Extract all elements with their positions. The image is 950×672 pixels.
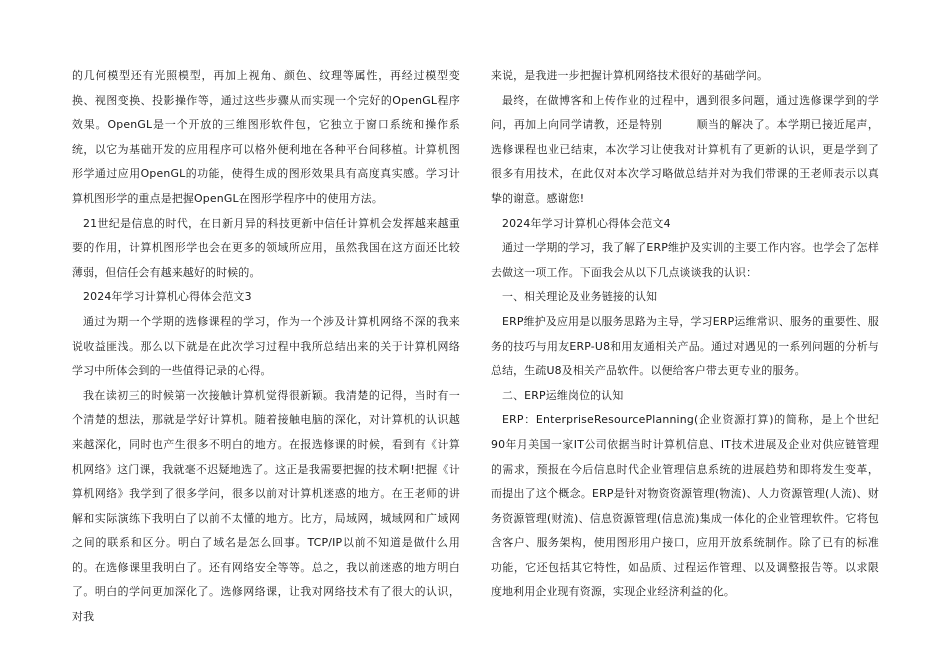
subheading-erp-role: 二、ERP运维岗位的认知 xyxy=(502,388,624,402)
paragraph-essay-3-intro: 通过为期一个学期的选修课程的学习，作为一个涉及计算机网络不深的我来说收益匪浅。那么以下就是在此次学习过程中我所总结出来的关于计算机网络学习中所体会到的一些值得记录的心得。 xyxy=(72,314,460,378)
paragraph-essay-3-body: 我在读初三的时候第一次接触计算机觉得很新颖。我清楚的记得，当时有一个清楚的想法，那就是学好计算机。随着接触电脑的深化，对计算机的认识越来越深化，同时也产生很多不明白的地方。在报选修课的时候，看到有《计算机网络》这门课，我就毫不迟疑地选了。这正是我需要把握的技术啊!把握《计算机网络》我学到了很多学问，很多以前对计算机迷惑的地方。在王老师的讲解和实际演练下我明白了以前不太懂的地方。比方，局域网，城域网和广域网之间的联系和区分。明白了域名是怎么回事。TCP/IP以前不知道是做什么用的。在选修课里我明白了。还有网络安全等等。总之，我以前迷惑的地方明白了。明白的学问更加深化了。选修网络课，让我对网络技术有了很大的认识，对我 xyxy=(72,388,460,624)
paragraph-erp-maintenance: ERP维护及应用是以服务思路为主导，学习ERP运维常识、服务的重要性、服务的技巧与用友ERP-U8和用友通相关产品。通过对遇见的一系列问题的分析与总结，生疏U8及相关产品软件。以便给客户带去更专业的服务。 xyxy=(491,314,879,378)
left-column xyxy=(72,64,460,630)
paragraph-information-age: 21世纪是信息的时代，在日新月异的科技更新中信任计算机会发挥越来越重要的作用，计算机图形学也会在更多的领域所应用，虽然我国在这方面还比较薄弱，但信任会有越来越好的时候的。 xyxy=(72,216,460,279)
paragraph-essay-4-intro: 通过一学期的学习，我了解了ERP维护及实训的主要工作内容。也学会了怎样去做这一项工作。下面我会从以下几点谈谈我的认识： xyxy=(491,241,879,279)
paragraph-opengl: 的几何模型还有光照模型，再加上视角、颜色、纹理等属性，再经过模型变换、视图变换、投影操作等，通过这些步骤从而实现一个完好的OpenGL程序效果。OpenGL是一个开放的三维图形软件包，它独立于窗口系统和操作系统，以它为基础开发的应用程序可以格外便利地在各种平台间移植。计算机图形学通过应用OpenGL的功能，使得生成的图形效果具有高度真实感。学习计算机图形学的重点是把握OpenGL在图形学程序中的使用方法。 xyxy=(72,69,460,205)
paragraph-essay-3-conclusion: 最终，在做博客和上传作业的过程中，遇到很多问题，通过选修课学到的学问，再加上向同学请教，还是特别 顺当的解决了。本学期已接近尾声，选修课程也业已结束，本次学习让使我对计算机有了更新的认识，更是学到了很多有用技术，在此仅对本次学习略做总结并对为我们带课的王老师表示以真挚的谢意。感谢您! xyxy=(491,93,879,205)
paragraph-essay-3-continued: 来说，是我进一步把握计算机网络技术很好的基础学问。 xyxy=(491,69,769,82)
section-heading-essay-3: 2024年学习计算机心得体会范文3 xyxy=(83,290,252,304)
right-column xyxy=(491,64,879,605)
section-heading-essay-4: 2024年学习计算机心得体会范文4 xyxy=(502,216,671,230)
paragraph-erp-definition: ERP：EnterpriseResourcePlanning(企业资源打算)的简称，是上个世纪90年月美国一家IT公司依据当时计算机信息、IT技术进展及企业对供应链管理的需求，预报在今后信息时代企业管理信息系统的进展趋势和即将发生变革，而提出了这个概念。ERP是针对物资资源管理(物流)、人力资源管理(人流)、财务资源管理(财流)、信息资源管理(信息流)集成一体化的企业管理软件。它将包含客户、服务架构，使用图形用户接口，应用开放系统制作。除了已有的标准功能，它还包括其它特性，如品质、过程运作管理、以及调整报告等。以求限度地利用企业现有资源，实现企业经济利益的化。 xyxy=(491,413,879,599)
subheading-theory-business: 一、相关理论及业务链接的认知 xyxy=(502,290,658,304)
